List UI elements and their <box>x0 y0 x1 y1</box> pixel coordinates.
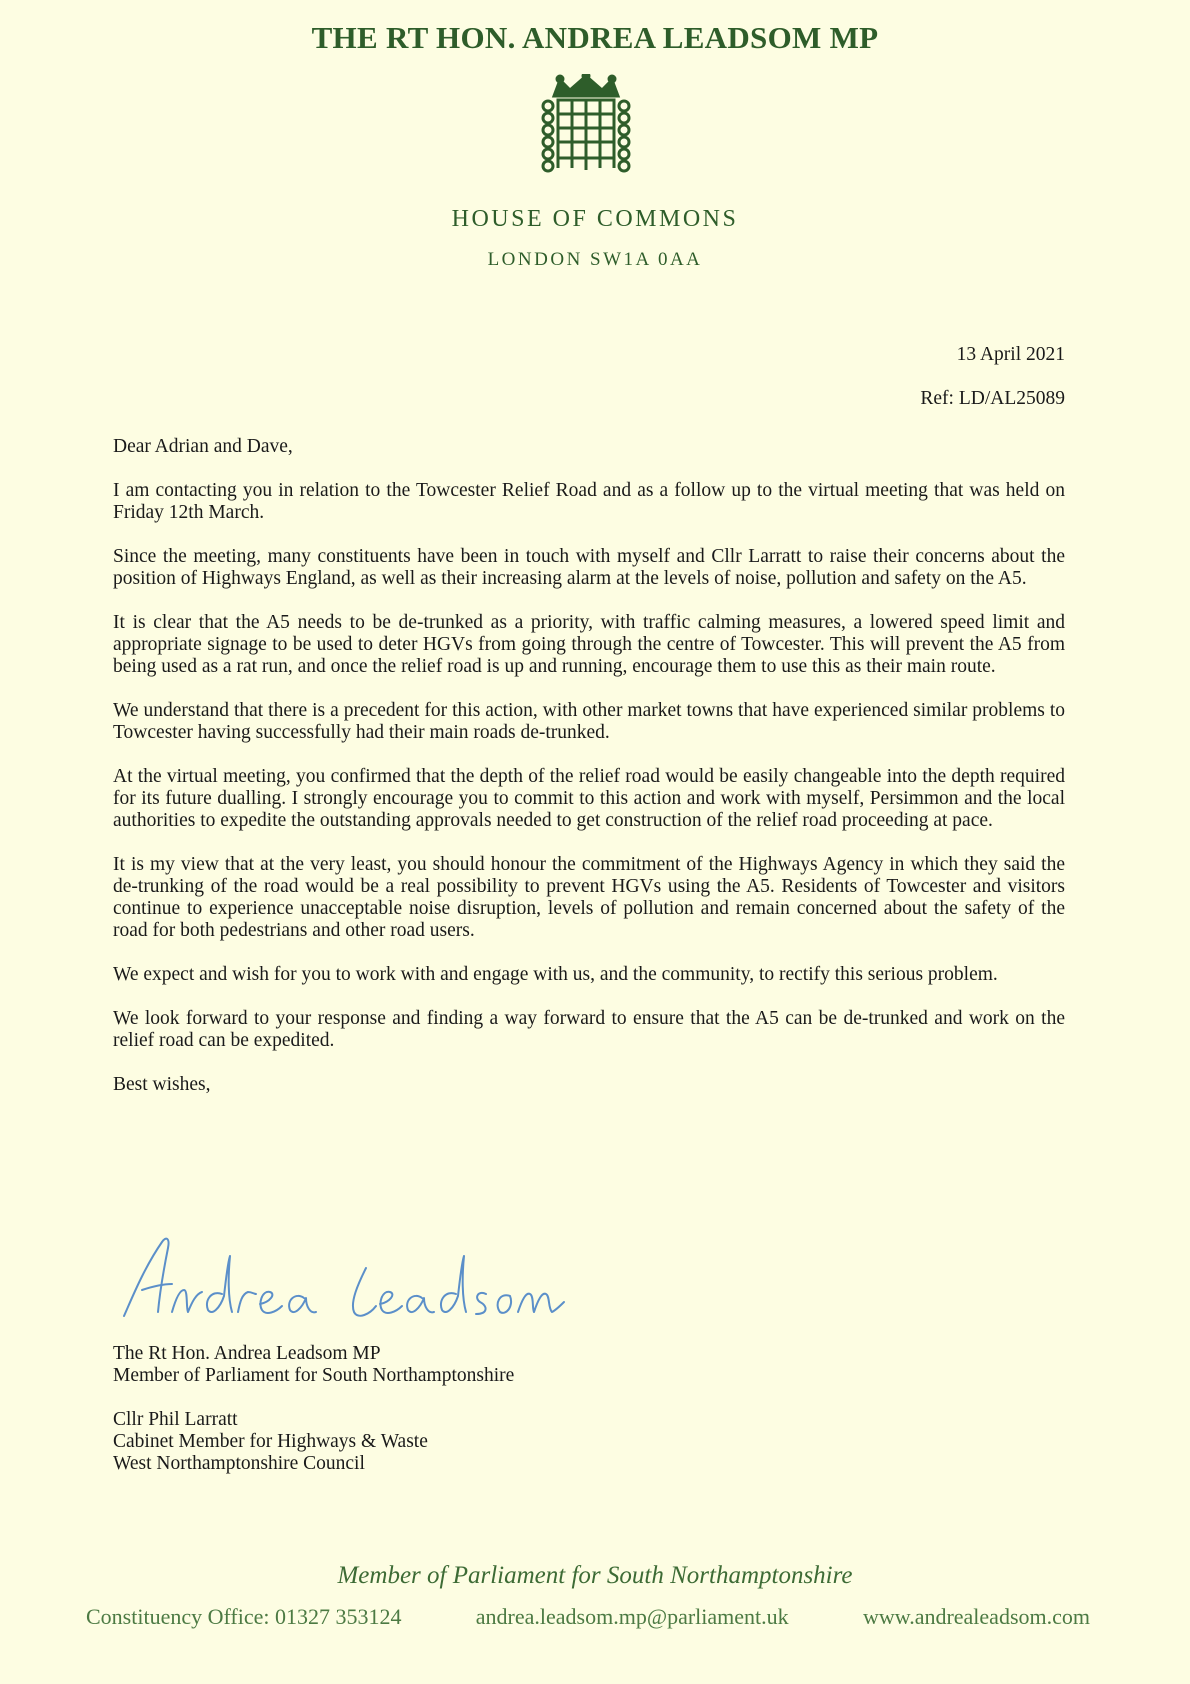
signatory-mp <box>113 1343 514 1387</box>
signatory-councillor <box>113 1409 428 1475</box>
house-of-commons-label: HOUSE OF COMMONS <box>451 206 739 232</box>
closing: Best wishes, <box>113 1074 211 1095</box>
body-paragraph: It is clear that the A5 needs to be de-trunked as a priority, with traffic calming measures, a lowered speed limit and appropriate signage to be used to deter HGVs from going through the centre of Towcester. This will prevent the A5 from being used as a rat run, and once the relief road is up and running, encourage them to use this as their main route. <box>113 612 1065 677</box>
signatory-role: Member of Parliament for South Northamptonshire <box>113 1365 515 1386</box>
footer-tagline: Member of Parliament for South Northamptonshire <box>337 1562 853 1589</box>
website-link[interactable]: www.andrealeadsom.com <box>862 1604 1090 1629</box>
body-paragraph: It is my view that at the very least, you should honour the commitment of the Highways Agency in which they said the de-trunking of the road would be a real possibility to prevent HGVs using the A5. Residents of Towcester and visitors continue to experience unacceptable noise disruption, levels of pollution and remain concerned about the safety of the road for both pedestrians and other road users. <box>113 854 1065 941</box>
body-paragraph: We understand that there is a precedent for this action, with other market towns that have experienced similar problems to Towcester having successfully had their main roads de-trunked. <box>113 700 1065 743</box>
constituency-office-phone: Constituency Office: 01327 353124 <box>86 1604 402 1629</box>
portcullis-icon <box>540 74 632 178</box>
handwritten-signature <box>114 1228 594 1328</box>
salutation: Dear Adrian and Dave, <box>113 436 293 457</box>
body-paragraph: At the virtual meeting, you confirmed that the depth of the relief road would be easily changeable into the depth required for its future dualling. I strongly encourage you to commit to this action and work with myself, Persimmon and the local authorities to expedite the outstanding approvals needed to get construction of the relief road proceeding at pace. <box>113 766 1065 831</box>
signatory-name: Cllr Phil Larratt <box>113 1409 238 1430</box>
email-address[interactable]: andrea.leadsom.mp@parliament.uk <box>475 1604 789 1629</box>
footer-contact <box>86 1604 1090 1630</box>
body-paragraph: We expect and wish for you to work with and engage with us, and the community, to rectify this serious problem. <box>113 964 998 985</box>
body-paragraph: Since the meeting, many constituents have been in touch with myself and Cllr Larratt to raise their concerns about the position of Highways England, as well as their increasing alarm at the levels of noise, pollution and safety on the A5. <box>113 546 1065 589</box>
letter-date: 13 April 2021 <box>956 344 1065 365</box>
signatory-organisation: West Northamptonshire Council <box>113 1453 365 1474</box>
body-paragraph: We look forward to your response and finding a way forward to ensure that the A5 can be de-trunked and work on the relief road can be expedited. <box>113 1008 1065 1051</box>
signatory-role: Cabinet Member for Highways & Waste <box>113 1431 428 1452</box>
letterhead-title: THE RT HON. ANDREA LEADSOM MP <box>311 20 879 55</box>
letter-reference: Ref: LD/AL25089 <box>920 388 1065 409</box>
address-line: LONDON SW1A 0AA <box>487 249 703 270</box>
body-paragraph: I am contacting you in relation to the Towcester Relief Road and as a follow up to the virtual meeting that was held on Friday 12th March. <box>113 480 1065 523</box>
letter-body <box>113 436 1065 1118</box>
signatory-name: The Rt Hon. Andrea Leadsom MP <box>113 1343 381 1364</box>
